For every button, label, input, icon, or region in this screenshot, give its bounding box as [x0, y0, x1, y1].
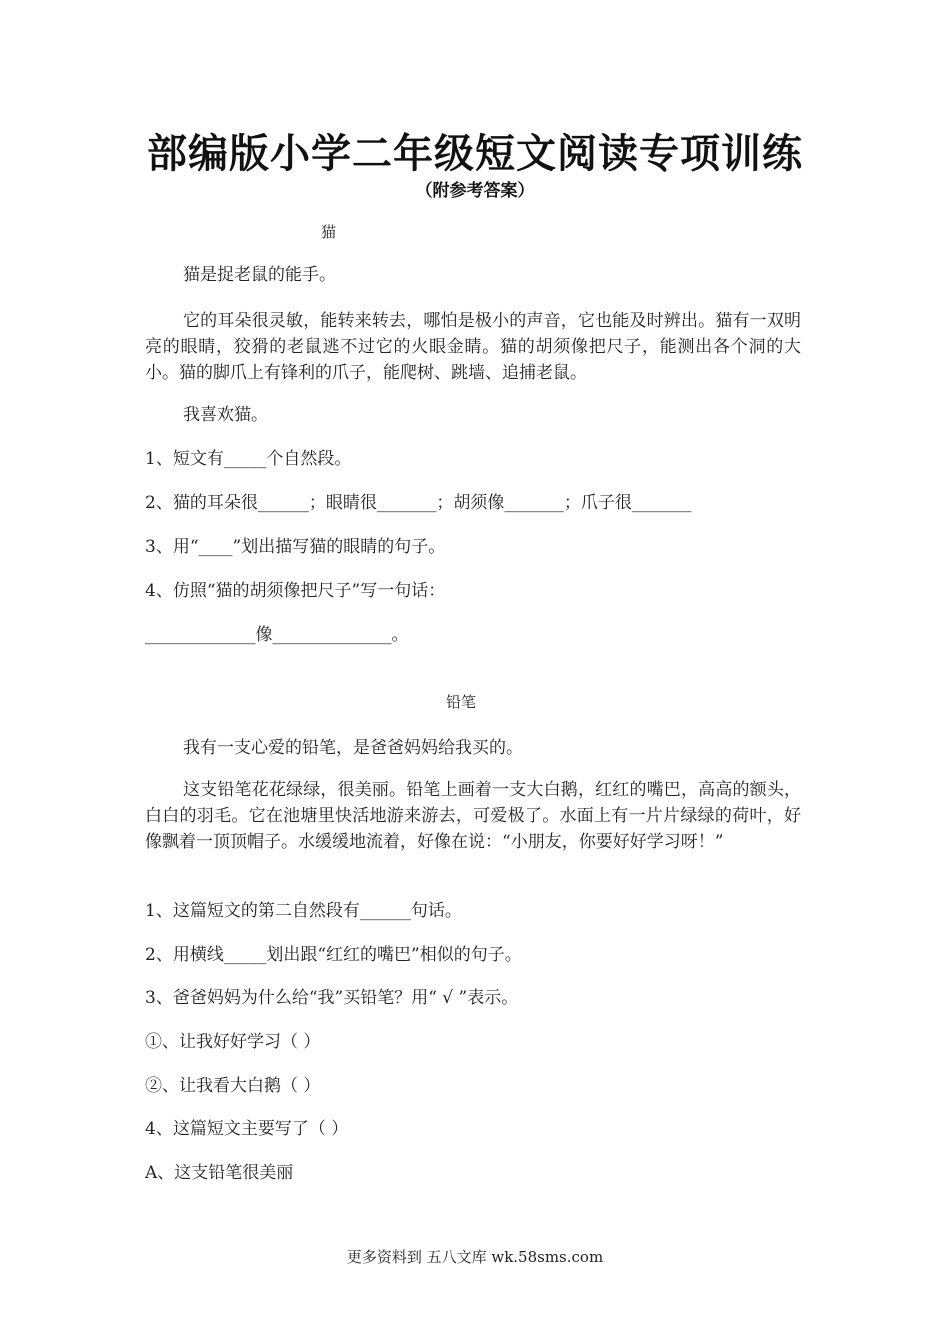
pencil-section-heading: 铅笔	[446, 693, 477, 711]
pencil-question-4-option-a: A、这支铅笔很美丽	[145, 1163, 294, 1183]
cat-question-1: 1、短文有_____个自然段。	[145, 449, 352, 469]
document-title: 部编版小学二年级短文阅读专项训练	[147, 131, 803, 177]
cat-question-4: 4、仿照“猫的胡须像把尺子”写一句话：	[145, 581, 446, 601]
pencil-question-4: 4、这篇短文主要写了（ ）	[145, 1119, 349, 1139]
pencil-question-1: 1、这篇短文的第二自然段有______句话。	[145, 901, 462, 921]
pencil-question-3-option-2: ②、让我看大白鹅（ ）	[145, 1076, 321, 1096]
cat-paragraph-1: 猫是捉老鼠的能手。	[183, 265, 336, 285]
cat-question-3: 3、用“____”划出描写猫的眼睛的句子。	[145, 537, 446, 557]
cat-question-4-answer-line: _____________像______________。	[145, 625, 409, 645]
cat-paragraph-3: 我喜欢猫。	[183, 405, 268, 425]
cat-question-2: 2、猫的耳朵很______；眼睛很_______；胡须像_______；爪子很_______	[145, 493, 692, 513]
cat-paragraph-2: 它的耳朵很灵敏，能转来转去，哪怕是极小的声音，它也能及时辨出。猫有一双明亮的眼睛，狡猾的老鼠逃不过它的火眼金睛。猫的胡须像把尺子，能测出各个洞的大小。猫的脚爪上有锋利的爪子，能爬树、跳墙、追捕老鼠。	[145, 311, 801, 383]
pencil-question-3: 3、爸爸妈妈为什么给“我”买铅笔？用“ √ ”表示。	[145, 988, 519, 1008]
document-subtitle: （附参考答案）	[415, 181, 535, 201]
pencil-paragraph-1: 我有一支心爱的铅笔，是爸爸妈妈给我买的。	[183, 738, 523, 758]
cat-section-heading: 猫	[321, 223, 337, 241]
pencil-question-2: 2、用横线_____划出跟“红红的嘴巴”相似的句子。	[145, 945, 522, 965]
page-footer: 更多资料到 五八文库 wk.58sms.com	[346, 1248, 604, 1266]
pencil-paragraph-2: 这支铅笔花花绿绿，很美丽。铅笔上画着一支大白鹅，红红的嘴巴，高高的额头，白白的羽毛。它在池塘里快活地游来游去，可爱极了。水面上有一片片绿绿的荷叶，好像飘着一顶顶帽子。水缓缓地流着，好像在说：“小朋友，你要好好学习呀！”	[145, 780, 801, 852]
pencil-question-3-option-1: ①、让我好好学习（ ）	[145, 1032, 321, 1052]
